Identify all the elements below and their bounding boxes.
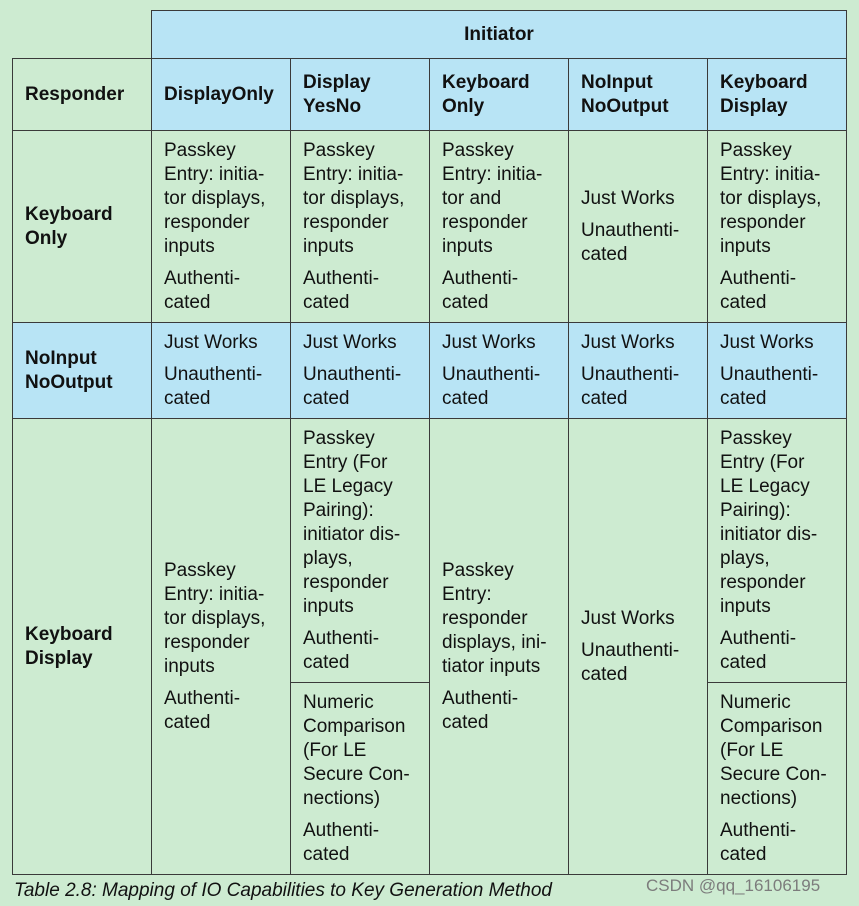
method-line: Just Works [164,331,258,353]
method-line: tor displays, [303,187,405,209]
row-noinput-nooutput [13,323,847,419]
method-line: inputs [303,595,354,617]
method-line: displays, ini- [442,631,547,653]
cell [291,683,430,875]
status-line: Authenti- [442,267,519,289]
cell [152,131,291,323]
method-line: Passkey [720,139,792,161]
status-line: cated [303,651,350,673]
cell [708,419,847,683]
method-line: nections) [720,787,798,809]
col-header-displayonly [152,59,291,131]
status-line: cated [442,387,489,409]
status-line: cated [442,291,489,313]
status-line: Unauthenti- [720,363,819,385]
spacer [720,619,846,627]
row-keyboard-only [13,131,847,323]
initiator-label: Initiator [464,23,534,45]
method-line: Passkey [442,139,514,161]
cell [569,419,708,875]
cell-content [569,331,707,411]
status-line: Authenti- [303,627,380,649]
status-line: cated [303,843,350,865]
status-line: cated [164,291,211,313]
method-line: Just Works [303,331,397,353]
cell-content [291,691,429,867]
row-label-line: Keyboard [25,203,113,225]
cell [430,323,569,419]
status-line: Authenti- [720,819,797,841]
method-line: tor displays, [720,187,822,209]
method-line: tor displays, [164,187,266,209]
row-label-line: Only [25,227,68,249]
table-caption: Table 2.8: Mapping of IO Capabilities to Key Generation Method [14,880,552,901]
row-label-keyboard-only [13,131,152,323]
method-line: Comparison [720,715,823,737]
method-line: inputs [442,235,493,257]
method-line: Comparison [303,715,406,737]
cell-content [430,559,568,735]
method-line: Just Works [581,187,675,209]
spacer [720,259,846,267]
cell [291,419,430,683]
method-line: Passkey [164,139,236,161]
col-header-line: DisplayOnly [164,83,274,105]
method-line: initiator dis- [720,523,818,545]
method-line: Just Works [581,331,675,353]
row-keyboard-display [13,419,847,683]
col-header-keyboardonly [430,59,569,131]
col-header-keyboarddisplay [708,59,847,131]
spacer [442,259,568,267]
method-line: responder [303,211,389,233]
status-line: Authenti- [720,627,797,649]
col-header-noinputnooutput [569,59,708,131]
method-line: plays, [303,547,353,569]
method-line: inputs [164,235,215,257]
status-line: cated [164,387,211,409]
method-line: inputs [303,235,354,257]
spacer [442,355,568,363]
spacer [164,679,290,687]
method-line: Pairing): [303,499,374,521]
cell-content [152,559,290,735]
spacer [303,259,429,267]
cell-content [708,139,846,315]
col-header-line: NoInput [581,71,653,93]
method-line: tor and [442,187,502,209]
status-line: Authenti- [720,267,797,289]
col-header-line: Keyboard [442,71,530,93]
cell [569,131,708,323]
col-header-line: NoOutput [581,95,669,117]
row-label-line: Keyboard [25,623,113,645]
status-line: cated [303,387,350,409]
row-label-line: NoInput [25,347,97,369]
col-header-line: Display [720,95,788,117]
method-line: responder [303,571,389,593]
method-line: Passkey [720,427,792,449]
status-line: Unauthenti- [303,363,402,385]
method-line: Entry: initia- [164,583,265,605]
method-line: initiator dis- [303,523,401,545]
method-line: Passkey [164,559,236,581]
method-line: Passkey [442,559,514,581]
status-line: Authenti- [164,267,241,289]
method-line: Just Works [581,607,675,629]
spacer [442,679,568,687]
col-header-displayyesno [291,59,430,131]
method-line: inputs [164,655,215,677]
method-line: plays, [720,547,770,569]
method-line: Just Works [442,331,536,353]
row-label-line: NoOutput [25,371,113,393]
method-line: Entry: initia- [164,163,265,185]
method-line: Numeric [303,691,374,713]
cell-content [291,427,429,675]
method-line: responder [442,211,528,233]
spacer [303,355,429,363]
spacer [164,259,290,267]
status-line: Authenti- [303,819,380,841]
method-line: Pairing): [720,499,791,521]
method-line: Entry (For [303,451,388,473]
spacer [581,631,707,639]
method-line: Numeric [720,691,791,713]
method-line: (For LE [303,739,367,761]
method-line: responder [720,211,806,233]
method-line: responder [442,607,528,629]
io-capabilities-table [12,10,847,875]
corner-blank [13,11,152,59]
status-line: Authenti- [303,267,380,289]
responder-label: Responder [25,83,125,105]
cell-content [708,427,846,675]
method-line: Entry: initia- [442,163,543,185]
method-line: inputs [720,595,771,617]
method-line: Entry: initia- [303,163,404,185]
status-line: cated [720,291,767,313]
cell [708,131,847,323]
method-line: inputs [720,235,771,257]
cell-content [291,139,429,315]
spacer [720,811,846,819]
spacer [164,355,290,363]
spacer [303,619,429,627]
watermark: CSDN @qq_16106195 [646,876,821,895]
method-line: nections) [303,787,381,809]
cell [152,323,291,419]
cell [291,323,430,419]
status-line: Authenti- [442,687,519,709]
cell-content [430,331,568,411]
status-line: Unauthenti- [581,219,680,241]
cell-content [430,139,568,315]
status-line: cated [581,387,628,409]
method-line: Passkey [303,139,375,161]
method-line: responder [164,631,250,653]
cell-content [569,607,707,687]
col-header-line: Display [303,71,371,93]
method-line: tiator inputs [442,655,541,677]
method-line: LE Legacy [720,475,810,497]
method-line: responder [720,571,806,593]
col-header-line: Keyboard [720,71,808,93]
cell-content [708,331,846,411]
responder-header [13,59,152,131]
cell [430,419,569,875]
method-line: LE Legacy [303,475,393,497]
status-line: cated [581,663,628,685]
method-line: Just Works [720,331,814,353]
cell-content [152,331,290,411]
status-line: Unauthenti- [442,363,541,385]
method-line: responder [164,211,250,233]
spacer [303,811,429,819]
method-line: Secure Con- [303,763,410,785]
cell [291,131,430,323]
cell-content [152,139,290,315]
status-line: Authenti- [164,687,241,709]
method-line: Entry: [442,583,492,605]
row-label-keyboard-display [13,419,152,875]
initiator-header [152,11,847,59]
method-line: (For LE [720,739,784,761]
method-line: Passkey [303,427,375,449]
status-line: cated [720,651,767,673]
status-line: cated [720,387,767,409]
cell-content [708,691,846,867]
status-line: cated [442,711,489,733]
status-line: Unauthenti- [581,639,680,661]
cell-content [569,187,707,267]
spacer [581,355,707,363]
status-line: Unauthenti- [164,363,263,385]
cell [569,323,708,419]
cell [430,131,569,323]
status-line: cated [720,843,767,865]
method-line: tor displays, [164,607,266,629]
col-header-line: Only [442,95,485,117]
status-line: cated [581,243,628,265]
cell [708,683,847,875]
row-label-line: Display [25,647,93,669]
cell [152,419,291,875]
cell-content [291,331,429,411]
status-line: cated [164,711,211,733]
status-line: Unauthenti- [581,363,680,385]
cell [708,323,847,419]
spacer [581,211,707,219]
method-line: Entry: initia- [720,163,821,185]
row-label-noinput-nooutput [13,323,152,419]
status-line: cated [303,291,350,313]
spacer [720,355,846,363]
col-header-line: YesNo [303,95,362,117]
method-line: Secure Con- [720,763,827,785]
method-line: Entry (For [720,451,805,473]
